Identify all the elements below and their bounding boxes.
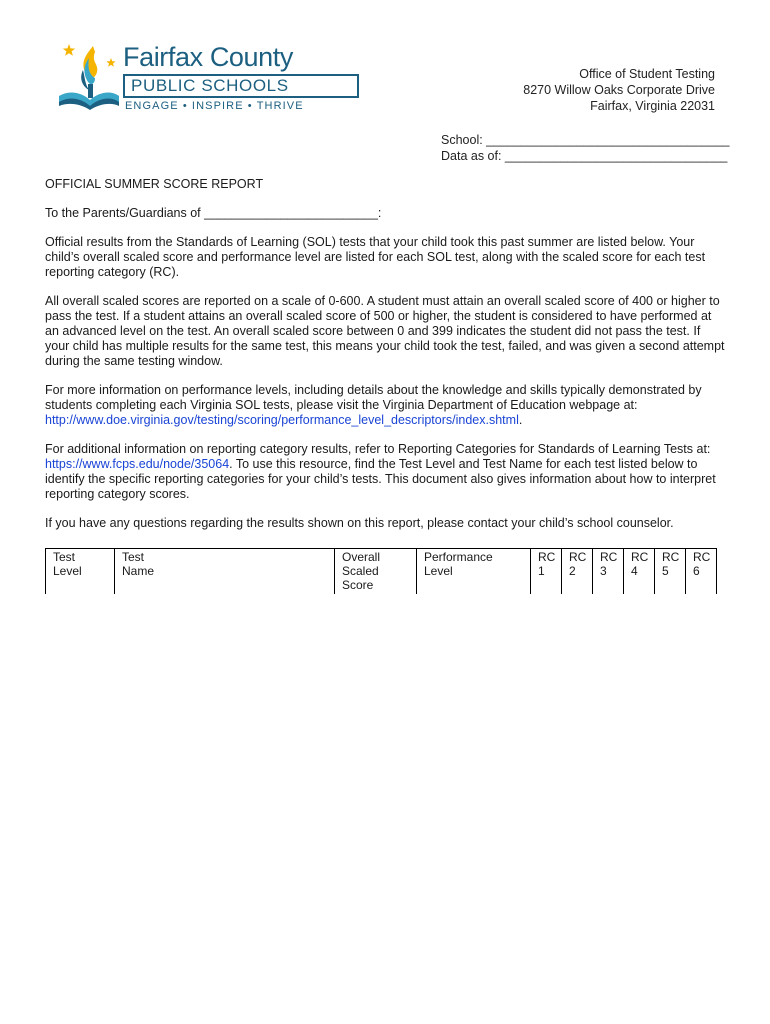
doe-performance-link[interactable]: http://www.doe.virginia.gov/testing/scoring/performance_level_descriptors/index.shtml — [45, 413, 519, 427]
reporting-categories-end: . To use this resource, find the Test Level and Test Name for each test listed below to identify the specific reporting categories for your child’s tests. This document also gives information about how to interpret reporting category scores. — [45, 457, 716, 501]
header-test-name: Test Name — [115, 549, 335, 595]
salutation: To the Parents/Guardians of _________________________: — [45, 206, 382, 220]
school-info — [441, 132, 730, 164]
fcps-node-link[interactable]: https://www.fcps.edu/node/35064 — [45, 457, 230, 471]
header-rc-4: RC 4 — [624, 549, 655, 595]
paragraph-scale: All overall scaled scores are reported on a scale of 0-600. A student must attain an overall scaled score of 400 or higher to pass the test. If a student attains an overall scaled score of 500 or higher, the student is considered to have performed at an advanced level on the test. An overall scaled score between 0 and 399 indicates the student did not pass the test. If your child has multiple results for the same test, this means your child took the test, failed, and was given a second attempt during the same testing window. — [45, 294, 725, 368]
report-body — [45, 177, 725, 545]
header-rc-6: RC 6 — [686, 549, 717, 595]
performance-levels-text: For more information on performance levels, including details about the knowledge and skills typically demonstrated by students completing each Virginia SOL tests, please visit the Virginia Department of Education webpage at: — [45, 383, 702, 412]
performance-levels-end: . — [518, 413, 523, 427]
data-as-of-line: Data as of: ________________________________ — [441, 149, 728, 163]
header-rc-5: RC 5 — [655, 549, 686, 595]
paragraph-performance-levels — [45, 383, 725, 428]
paragraph-contact: If you have any questions regarding the results shown on this report, please contact your child’s school counselor. — [45, 516, 674, 530]
paragraph-reporting-categories — [45, 442, 725, 502]
header-rc-1: RC 1 — [531, 549, 562, 595]
logo-tagline: ENGAGE • INSPIRE • THRIVE — [125, 100, 304, 112]
score-table — [45, 548, 717, 594]
office-street: 8270 Willow Oaks Corporate Drive — [523, 83, 715, 97]
report-title: OFFICIAL SUMMER SCORE REPORT — [45, 177, 264, 191]
table-header-row — [46, 549, 717, 595]
paragraph-results: Official results from the Standards of Learning (SOL) tests that your child took this past summer are listed below. Your child’s overall scaled score and performance level are listed for each SOL test, along with the scaled score for each test reporting category (RC). — [45, 235, 706, 279]
office-name: Office of Student Testing — [579, 67, 715, 81]
reporting-categories-text: For additional information on reporting category results, refer to Reporting Categories for Standards of Learning Tests at: — [45, 442, 711, 456]
office-address — [523, 66, 715, 114]
header-rc-3: RC 3 — [593, 549, 624, 595]
header-test-level: Test Level — [46, 549, 115, 595]
logo-subtitle: PUBLIC SCHOOLS — [123, 74, 359, 98]
header-rc-2: RC 2 — [562, 549, 593, 595]
school-line: School: ___________________________________ — [441, 133, 730, 147]
office-city: Fairfax, Virginia 22031 — [590, 99, 715, 113]
logo-title: Fairfax County — [123, 42, 293, 72]
fcps-logo — [55, 40, 315, 112]
header-performance-level: Performance Level — [417, 549, 531, 595]
torch-book-logo-icon — [55, 40, 119, 110]
header-overall-scaled-score: Overall Scaled Score — [335, 549, 417, 595]
